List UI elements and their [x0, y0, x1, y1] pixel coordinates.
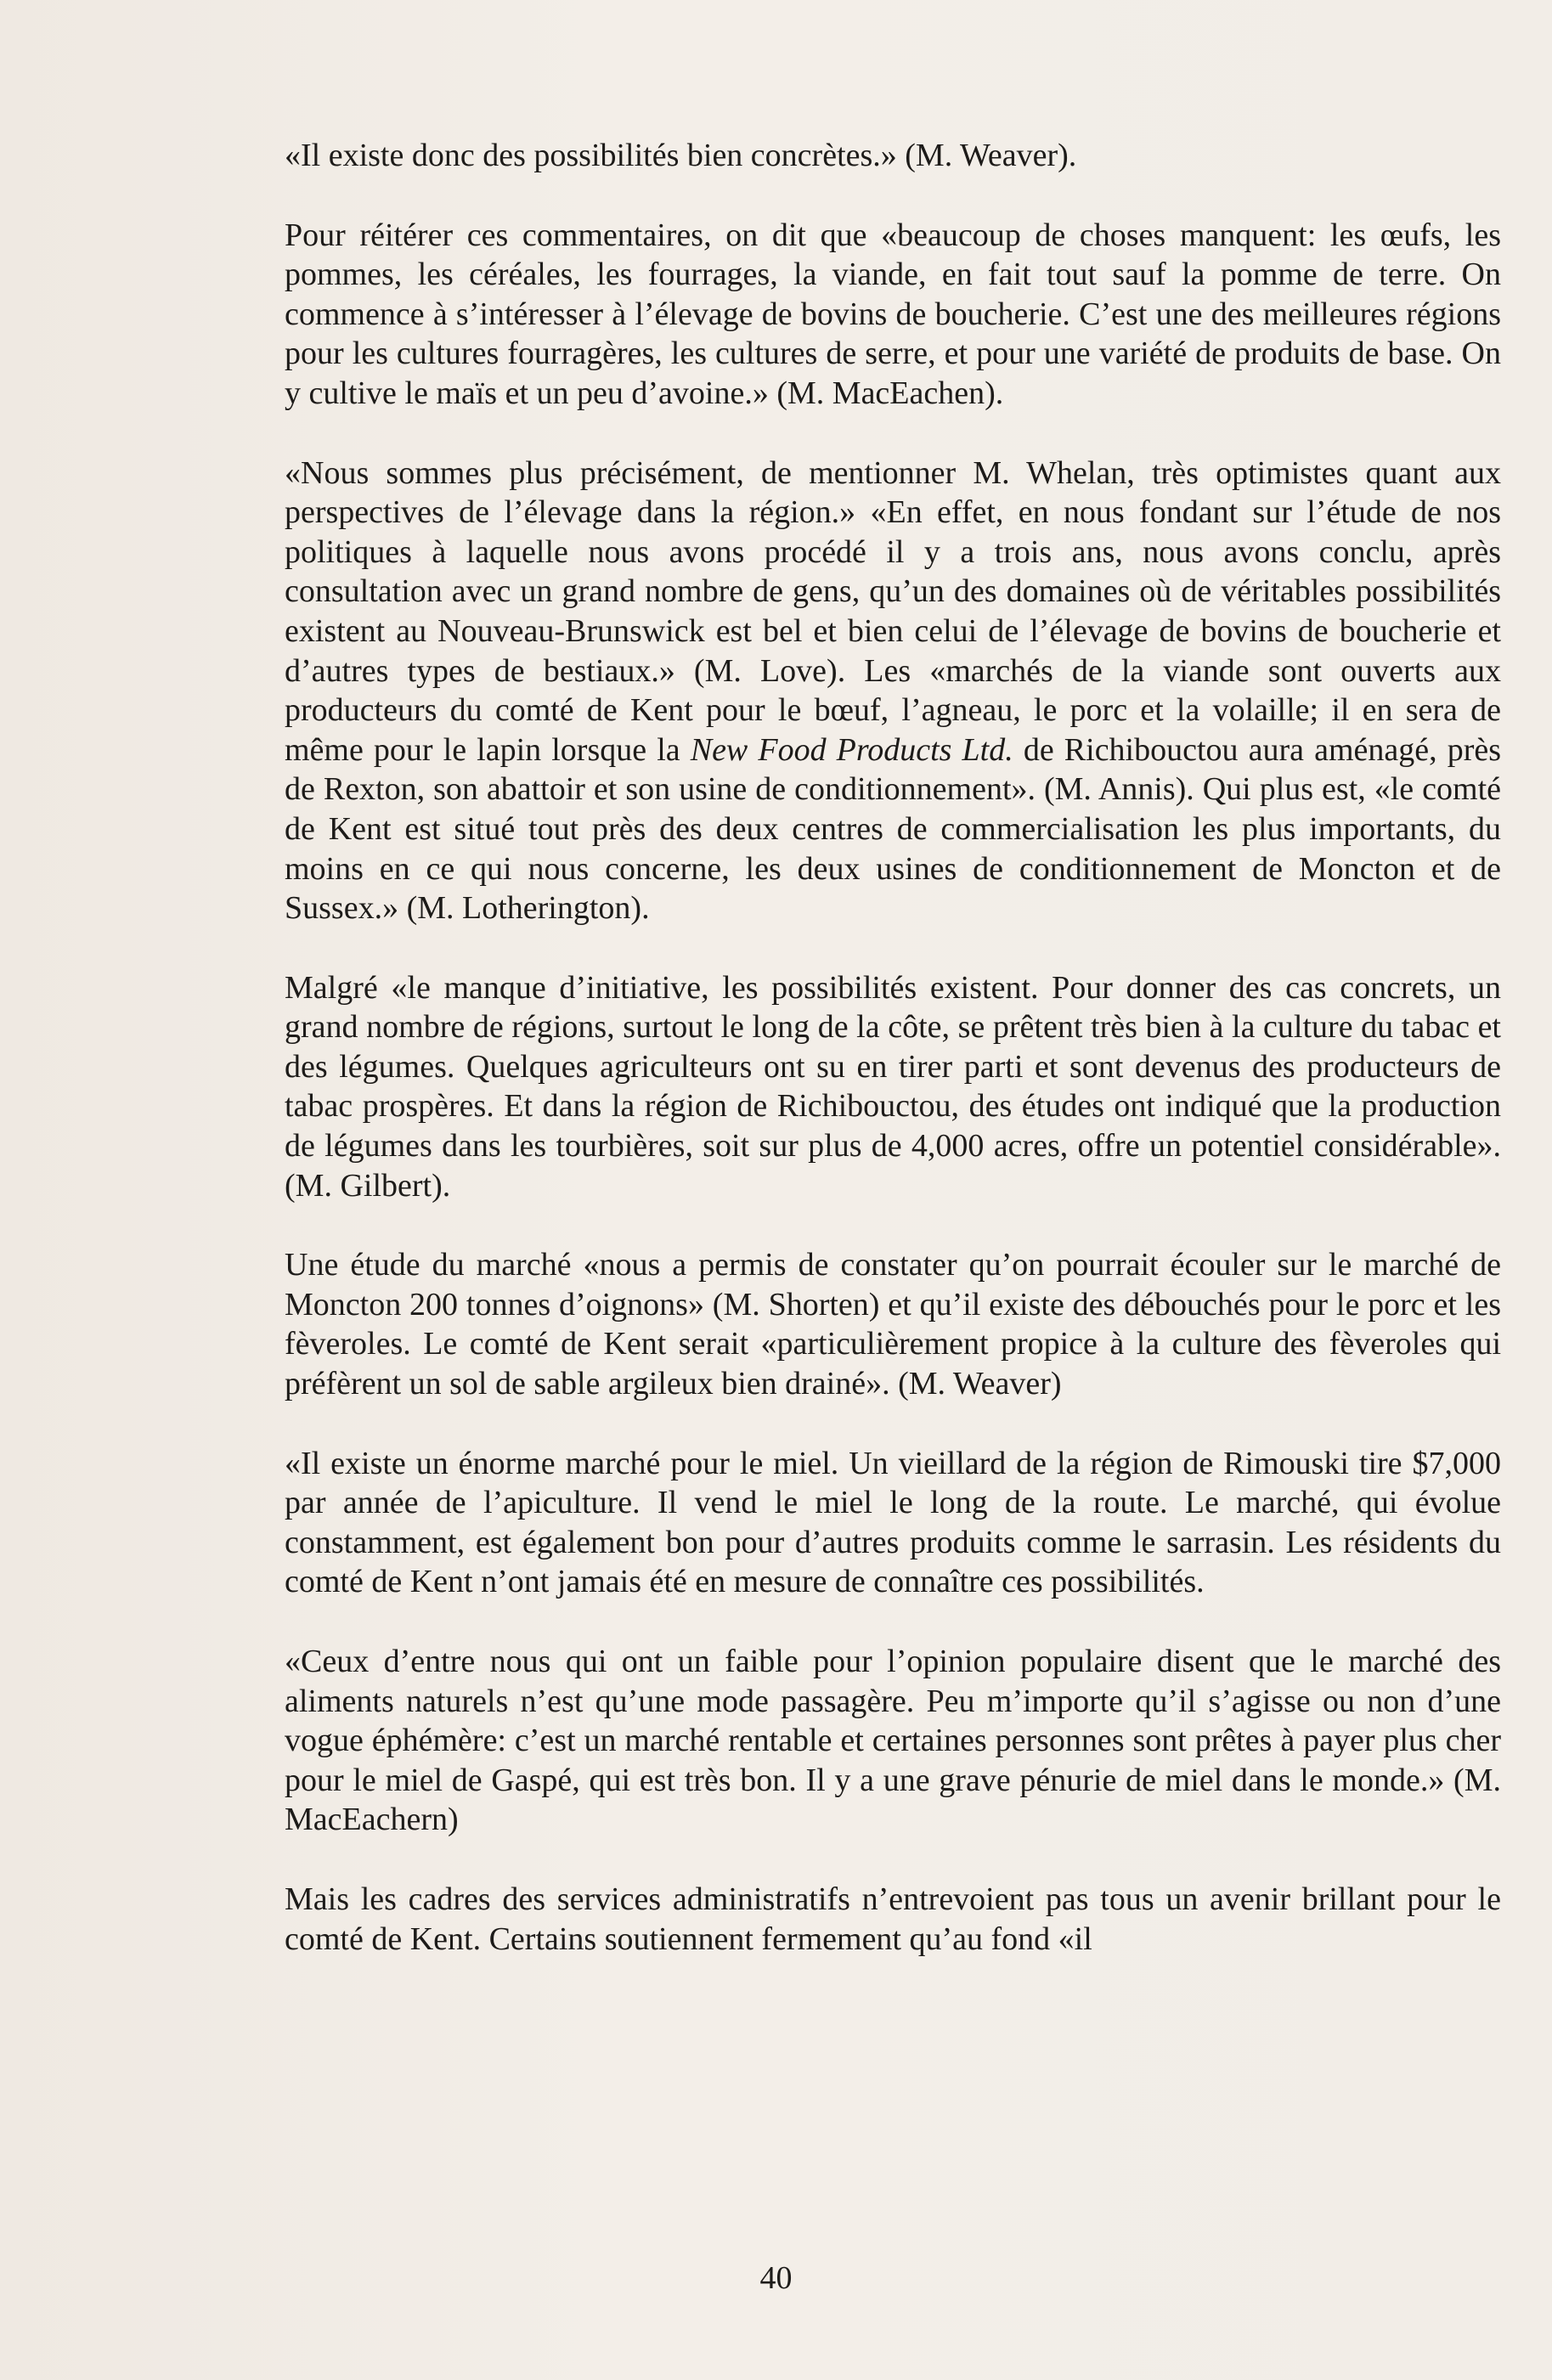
paragraph-2-text: Pour réitérer ces commentaires, on dit que «beaucoup de choses manquent: les œufs, les pommes, les céréales, les fourrages, la viande, en fait tout sauf la pomme de terre. On commence à s’intéresser à l’élevage de bovins de boucherie. C’est une des meilleures régions pour les cultures fourragères, les cultures de serre, et pour une variété de produits de base. On y cultive le maïs et un peu d’avoine.» (M. MacEachen). [285, 217, 1501, 411]
paragraph-6-text: «Il existe un énorme marché pour le miel. Un vieillard de la région de Rimouski tire $7,000 par année de l’apiculture. Il vend le miel le long de la route. Le marché, qui évolue constamment, est également bon pour d’autres produits comme le sarrasin. Les résidents du comté de Kent n’ont jamais été en mesure de connaître ces possibilités. [285, 1445, 1501, 1600]
paragraph-2 [285, 216, 1501, 414]
paragraph-8 [285, 1880, 1501, 1959]
paragraph-4-text: Malgré «le manque d’initiative, les possibilités existent. Pour donner des cas concrets, un grand nombre de régions, surtout le long de la côte, se prêtent très bien à la culture du tabac et des légumes. Quelques agriculteurs ont su en tirer parti et sont devenus des producteurs de tabac prospères. Et dans la région de Richibouctou, des études ont indiqué que la production de légumes dans les tourbières, soit sur plus de 4,000 acres, offre un potentiel considérable». (M. Gilbert). [285, 969, 1501, 1204]
page-number: 40 [759, 2260, 793, 2296]
paragraph-5-text: Une étude du marché «nous a permis de constater qu’on pourrait écouler sur le marché de Moncton 200 tonnes d’oignons» (M. Shorten) et qu’il existe des débouchés pour le porc et les fèveroles. Le comté de Kent serait «particulièrement propice à la culture des fèveroles qui préfèrent un sol de sable argileux bien drainé». (M. Weaver) [285, 1247, 1501, 1402]
paragraph-1-text: «Il existe donc des possibilités bien concrètes.» (M. Weaver). [285, 138, 1077, 173]
paragraph-7 [285, 1642, 1501, 1840]
paragraph-3 [285, 454, 1501, 928]
paragraph-3-text-b: de Richibouctou aura aménagé, près de Rexton, son abattoir et son usine de conditionnement». (M. Annis). Qui plus est, «le comté de Kent est situé tout près des deux centres de commercialisation les plus importants, du moins en ce qui nous concerne, les deux usines de conditionnement de Moncton et de Sussex.» (M. Lotherington). [285, 731, 1502, 927]
paragraph-1 [285, 136, 1501, 176]
paragraph-5 [285, 1245, 1501, 1403]
paragraph-3-text-a: «Nous sommes plus précisément, de mentionner M. Whelan, très optimistes quant aux perspectives de l’élevage dans la région.» «En effet, en nous fondant sur l’étude de nos politiques à laquelle nous avons procédé il y a trois ans, nous avons conclu, après consultation avec un grand nombre de gens, qu’un des domaines où de véritables possibilités existent au Nouveau-Brunswick est bel et bien celui de l’élevage de bovins de boucherie et d’autres types de bestiaux.» (M. Love). Les «marchés de la viande sont ouverts aux producteurs du comté de Kent pour le bœuf, l’agneau, le porc et la volaille; il en sera de même pour le lapin lorsque la [285, 454, 1501, 768]
paragraph-4 [285, 968, 1501, 1206]
paragraph-8-text: Mais les cadres des services administratifs n’entrevoient pas tous un avenir brillant pour le comté de Kent. Certains soutiennent fermement qu’au fond «il [285, 1881, 1501, 1957]
paragraph-6 [285, 1444, 1501, 1602]
paragraph-7-text: «Ceux d’entre nous qui ont un faible pour l’opinion populaire disent que le marché des aliments naturels n’est qu’une mode passagère. Peu m’importe qu’il s’agisse ou non d’une vogue éphémère: c’est un marché rentable et certaines personnes sont prêtes à payer plus cher pour le miel de Gaspé, qui est très bon. Il y a une grave pénurie de miel dans le monde.» (M. MacEachern) [285, 1644, 1501, 1838]
paragraph-3-company-name: New Food Products Ltd. [690, 731, 1013, 768]
body-text [285, 136, 1501, 1959]
